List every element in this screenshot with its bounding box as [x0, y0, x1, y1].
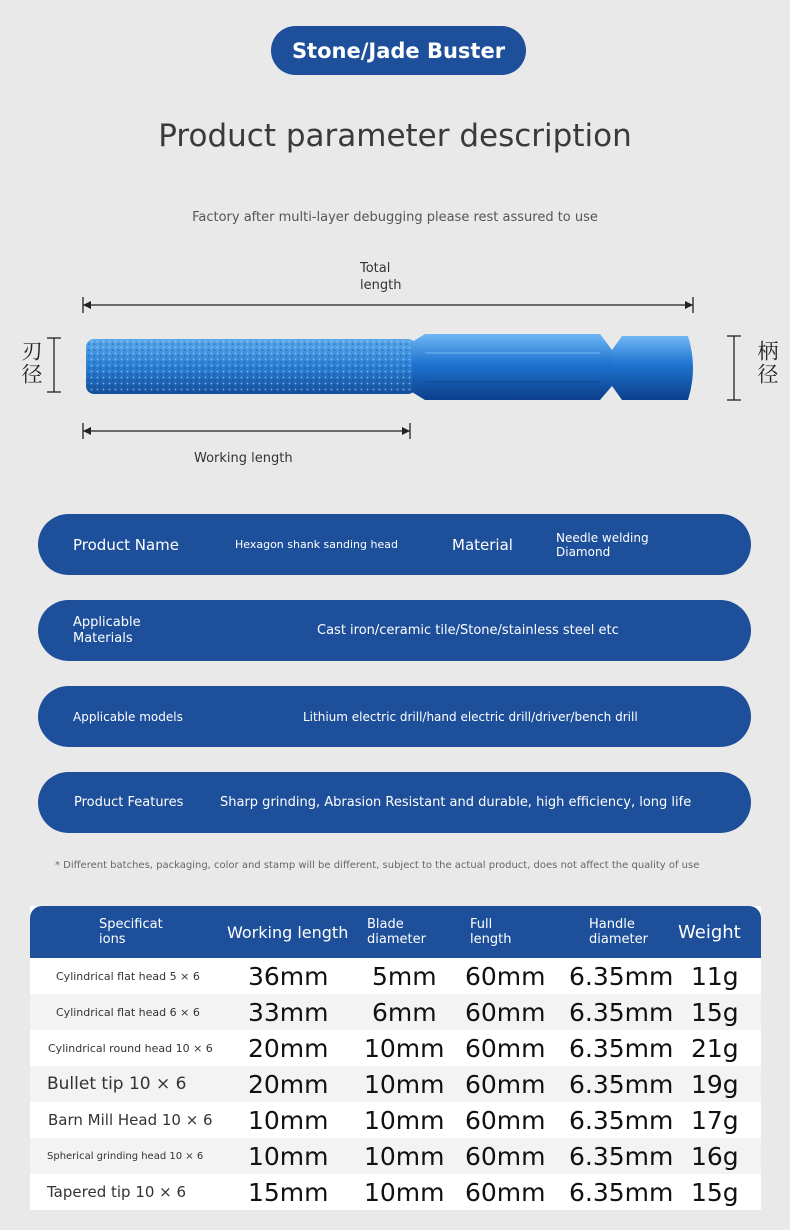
working-length: 15mm — [248, 1177, 329, 1207]
working-length: 10mm — [248, 1141, 329, 1171]
header-weight: Weight — [678, 921, 741, 943]
working-length: 20mm — [248, 1033, 329, 1063]
page-subtitle: Factory after multi-layer debugging please rest assured to use — [192, 210, 598, 225]
full-length: 60mm — [465, 1069, 546, 1099]
blade-diameter: 10mm — [364, 1033, 445, 1063]
full-length: 60mm — [465, 997, 546, 1027]
full-length: 60mm — [465, 1105, 546, 1135]
handle-diameter: 6.35mm — [569, 1033, 674, 1063]
handle-diameter: 6.35mm — [569, 1177, 674, 1207]
handle-diameter: 6.35mm — [569, 1141, 674, 1171]
handle-diameter: 6.35mm — [569, 997, 674, 1027]
total-length-label: Total length — [360, 261, 402, 293]
table-header — [30, 906, 761, 958]
applicable-materials-row — [38, 600, 751, 661]
header-full-length: Full length — [470, 917, 512, 947]
table-row — [30, 1138, 761, 1174]
weight: 15g — [691, 997, 739, 1027]
full-length: 60mm — [465, 1177, 546, 1207]
blade-diameter: 5mm — [372, 961, 437, 991]
applicable-models-value: Lithium electric drill/hand electric drill/driver/bench drill — [303, 709, 638, 724]
weight: 21g — [691, 1033, 739, 1063]
product-features-value: Sharp grinding, Abrasion Resistant and durable, high efficiency, long life — [220, 795, 692, 810]
table-row — [30, 1030, 761, 1066]
spec-name: Cylindrical round head 10 × 6 — [48, 1041, 213, 1055]
blade-diameter: 10mm — [364, 1177, 445, 1207]
handle-diameter: 6.35mm — [569, 1069, 674, 1099]
table-row — [30, 1174, 761, 1210]
blade-diameter: 10mm — [364, 1141, 445, 1171]
header-handle-diameter: Handle diameter — [589, 917, 648, 947]
header-working-length: Working length — [227, 922, 349, 942]
product-name-row — [38, 514, 751, 575]
spec-name: Barn Mill Head 10 × 6 — [48, 1111, 213, 1129]
blade-diameter: 10mm — [364, 1069, 445, 1099]
spec-name: Cylindrical flat head 5 × 6 — [56, 969, 200, 983]
weight: 19g — [691, 1069, 739, 1099]
applicable-materials-label: Applicable Materials — [73, 614, 141, 646]
working-length: 33mm — [248, 997, 329, 1027]
product-name-value: Hexagon shank sanding head — [235, 538, 398, 551]
header-specifications: Specificat ions — [99, 917, 163, 947]
applicable-models-label: Applicable models — [73, 709, 183, 724]
handle-diameter: 6.35mm — [569, 1105, 674, 1135]
spec-name: Spherical grinding head 10 × 6 — [47, 1150, 204, 1162]
product-name-label: Product Name — [73, 535, 179, 554]
weight: 17g — [691, 1105, 739, 1135]
table-row — [30, 958, 761, 994]
table-row — [30, 994, 761, 1030]
spec-name: Tapered tip 10 × 6 — [47, 1183, 187, 1201]
disclaimer-note: * Different batches, packaging, color and stamp will be different, subject to the actual product, does not affect the quality of use — [55, 860, 700, 871]
working-length: 10mm — [248, 1105, 329, 1135]
product-banner — [271, 26, 526, 75]
full-length: 60mm — [465, 1033, 546, 1063]
weight: 15g — [691, 1177, 739, 1207]
table-row — [30, 1066, 761, 1102]
banner-title: Stone/Jade Buster — [291, 38, 506, 63]
weight: 16g — [691, 1141, 739, 1171]
material-label: Material — [452, 535, 513, 554]
working-length-label: Working length — [194, 451, 293, 466]
handle-diameter: 6.35mm — [569, 961, 674, 991]
table-row — [30, 1102, 761, 1138]
spec-table — [30, 906, 761, 1210]
product-features-row — [38, 772, 751, 833]
working-length: 36mm — [248, 961, 329, 991]
spec-name: Bullet tip 10 × 6 — [47, 1074, 187, 1094]
weight: 11g — [691, 961, 739, 991]
applicable-materials-value: Cast iron/ceramic tile/Stone/stainless steel etc — [317, 623, 619, 638]
shank-diameter-label: 柄径 — [755, 340, 779, 386]
full-length: 60mm — [465, 961, 546, 991]
applicable-models-row — [38, 686, 751, 747]
material-value: Needle welding Diamond — [556, 530, 649, 559]
product-features-label: Product Features — [74, 795, 184, 810]
blade-diameter-label: 刃径 — [19, 340, 43, 386]
dimension-lines — [0, 250, 790, 480]
blade-diameter: 6mm — [372, 997, 437, 1027]
blade-diameter: 10mm — [364, 1105, 445, 1135]
tool-diagram — [0, 250, 790, 480]
working-length: 20mm — [248, 1069, 329, 1099]
page-title: Product parameter description — [158, 118, 632, 154]
header-blade-diameter: Blade diameter — [367, 917, 426, 947]
full-length: 60mm — [465, 1141, 546, 1171]
spec-name: Cylindrical flat head 6 × 6 — [56, 1005, 200, 1019]
